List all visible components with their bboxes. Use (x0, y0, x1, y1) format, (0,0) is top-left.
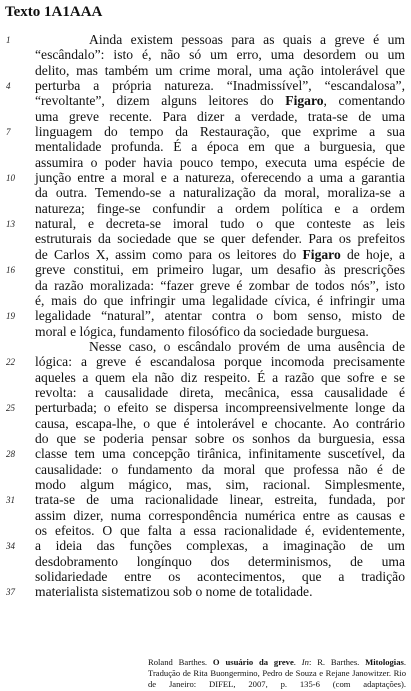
line-number: 10 (6, 173, 15, 184)
text-line (0, 32, 411, 47)
text-line (0, 354, 411, 369)
line-text: junção entre a moral e a natureza, oferecendo a uma a garantia (35, 170, 405, 186)
text-line (0, 416, 411, 431)
line-text: a ideia das funções complexas, a imaginação de um (35, 538, 405, 554)
text-line (0, 139, 411, 154)
text-line (0, 63, 411, 78)
line-text: classe tem uma concepção tirânica, infinitamente suscetível, da (35, 446, 405, 462)
citation-line: Tradução de Rita Buongermino, Pedro de Souza e Rejane Janowitzer. Rio (148, 668, 406, 678)
line-text: os efeitos. O que falta a essa racionalidade é, evidentemente, (35, 523, 405, 538)
text-line (0, 308, 411, 323)
line-text: estruturais da sociedade que se quer defender. Para os prefeitos (35, 231, 405, 247)
line-text: lógica: a greve é escandalosa porque incomoda precisamente (35, 354, 405, 370)
line-text: revolta: a causalidade direta, mecânica, essa causalidade é (35, 384, 405, 400)
line-text: legalidade “natural”, atentar contra o bom senso, misto de (35, 308, 405, 324)
line-text: delito, mas também um crime moral, uma ação intolerável que (35, 62, 405, 78)
text-line (0, 170, 411, 185)
line-number: 25 (6, 403, 15, 414)
line-text: uma greve recente. Para dizer a verdade, trata-se de uma (35, 108, 405, 124)
line-text: materialista sistematizou sob o nome de totalidade. (35, 584, 313, 600)
line-text: Nesse caso, o escândalo provém de uma ausência de (89, 338, 405, 354)
text-line (0, 262, 411, 277)
text-line (0, 538, 411, 553)
text-line (0, 278, 411, 293)
citation-line: Roland Barthes. O usuário da greve. In: R. Barthes. Mitologias. (148, 657, 406, 667)
line-number: 4 (6, 81, 11, 92)
line-text: do que se poderia pensar sobre os sonhos da burguesia, essa (35, 430, 405, 446)
text-line (0, 185, 411, 200)
line-text: modo algum mágico, mas, sim, racional. Simplesmente, (35, 476, 405, 492)
citation-line: de Janeiro: DIFEL, 2007, p. 135-6 (com adaptações). (148, 679, 406, 689)
text-title: Texto 1A1AAA (5, 4, 103, 20)
line-text: moral e lógica, fundamento filosófico da sociedade burguesa. (35, 323, 369, 339)
line-text: mentalidade profunda. É a época em que a burguesia, que (35, 139, 405, 155)
line-text: “revoltante”, dizem alguns leitores do Figaro, comentando (35, 93, 405, 109)
newspaper-name: Figaro (302, 246, 341, 262)
line-text: assumira o poder havia pouco tempo, executa uma espécie de (35, 154, 405, 170)
line-text: perturba a própria natureza. “Inadmissível”, “escandalosa”, (35, 78, 405, 94)
newspaper-name: Figaro (285, 93, 324, 109)
text-line (0, 569, 411, 584)
line-text: desdobramento longínquo dos determinismos, de uma (35, 553, 405, 569)
text-line (0, 231, 411, 246)
line-text: natureza; finge-se confundir a ordem política e a ordem (35, 200, 405, 216)
article-body (0, 32, 411, 600)
text-line (0, 247, 411, 262)
text-line (0, 400, 411, 415)
text-line (0, 492, 411, 507)
text-line (0, 385, 411, 400)
text-line (0, 324, 411, 339)
text-line (0, 446, 411, 461)
line-text: linguagem do tempo da Restauração, que exprime a sua (35, 124, 405, 140)
line-text: solidariedade entre os acontecimentos, que a tradição (35, 569, 405, 585)
line-number: 16 (6, 265, 15, 276)
line-text: aqueles a quem ela não diz respeito. É a razão que sofre e se (35, 369, 405, 385)
text-line (0, 462, 411, 477)
source-citation (148, 657, 406, 690)
line-number: 28 (6, 449, 15, 460)
line-number: 34 (6, 541, 15, 552)
text-line (0, 155, 411, 170)
text-line (0, 508, 411, 523)
text-line (0, 431, 411, 446)
text-line (0, 293, 411, 308)
line-number: 19 (6, 311, 15, 322)
line-text: greve constitui, em primeiro lugar, um desafio às prescrições (35, 262, 405, 278)
text-line (0, 201, 411, 216)
line-text: “escândalo”: isto é, não só um erro, uma desordem ou um (35, 47, 405, 63)
text-line (0, 109, 411, 124)
text-line (0, 216, 411, 231)
line-text: Ainda existem pessoas para as quais a greve é um (89, 32, 405, 47)
text-line (0, 477, 411, 492)
line-number: 37 (6, 587, 15, 598)
line-number: 7 (6, 127, 11, 138)
line-text: trata-se de uma racionalidade linear, estreita, fundada, por (35, 492, 405, 508)
text-line (0, 523, 411, 538)
line-text: de Carlos X, assim como para os leitores do Figaro de hoje, a (35, 246, 405, 262)
text-line (0, 124, 411, 139)
text-line (0, 93, 411, 108)
line-text: perturbada; o efeito se dispersa incompreensivelmente longe da (35, 400, 405, 416)
line-number: 13 (6, 219, 15, 230)
text-line (0, 47, 411, 62)
line-text: da outra. Temendo-se a naturalização da moral, moraliza-se a (35, 185, 405, 201)
line-number: 1 (6, 35, 11, 45)
line-text: natural, e decreta-se imoral tudo o que conteste as leis (35, 216, 405, 232)
text-line (0, 554, 411, 569)
line-number: 22 (6, 357, 15, 368)
text-line (0, 78, 411, 93)
text-line (0, 584, 411, 599)
line-text: da razão moralizada: “fazer greve é zombar de todos nós”, isto (35, 277, 405, 293)
line-text: causalidade: o fundamento da moral que professa não é de (35, 461, 405, 477)
line-text: causa, escapa-lhe, o que é intolerável e chocante. Ao contrário (35, 415, 405, 431)
text-line (0, 370, 411, 385)
text-line (0, 339, 411, 354)
line-text: assim dizer, numa correspondência numérica entre as causas e (35, 507, 405, 523)
line-text: é, mais do que infringir uma legalidade cívica, é infringir uma (35, 292, 405, 308)
line-number: 31 (6, 495, 15, 506)
